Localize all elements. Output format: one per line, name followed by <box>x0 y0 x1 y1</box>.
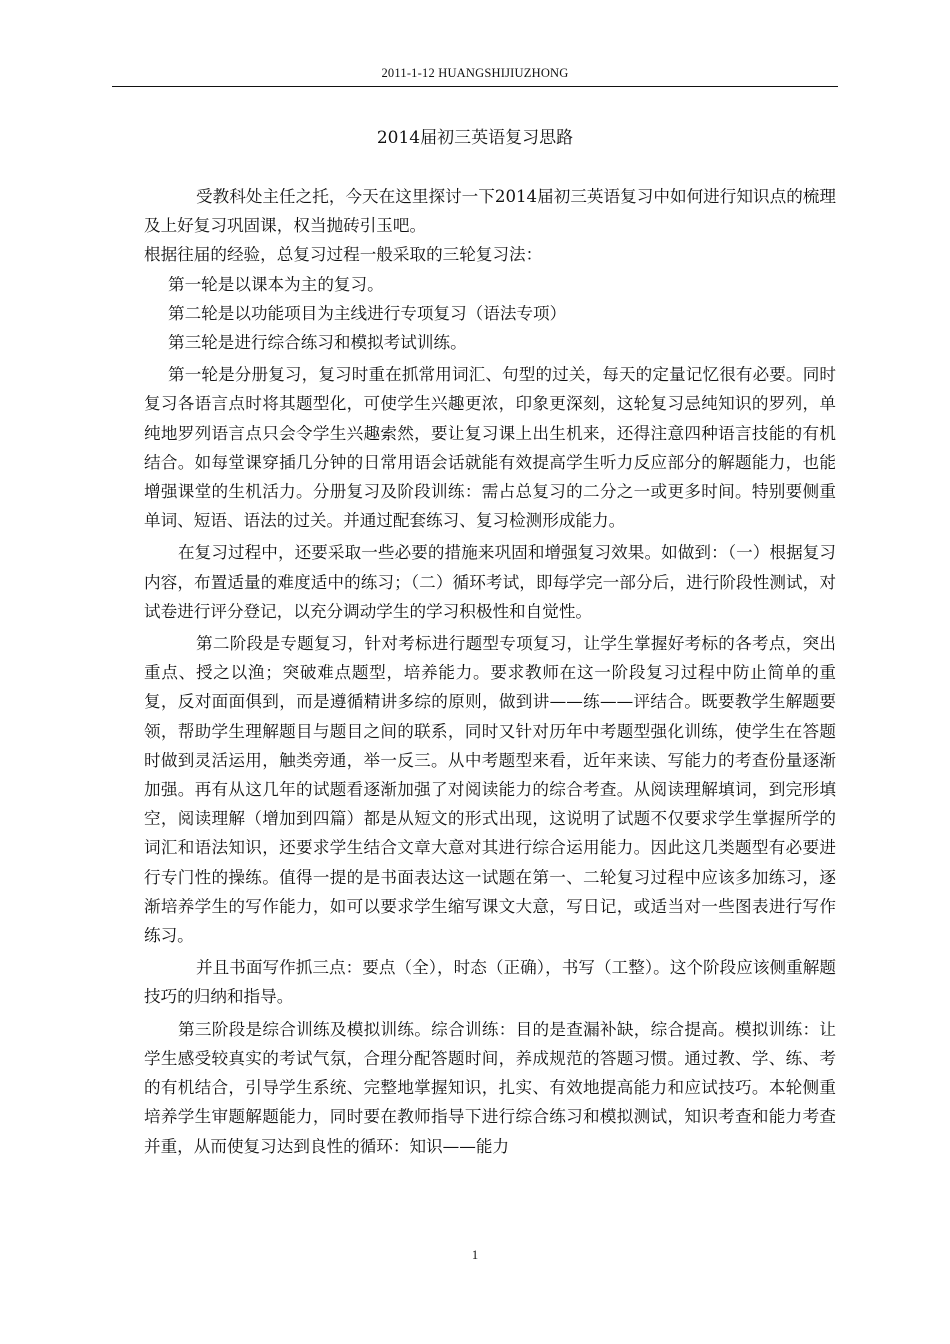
paragraph-intro: 受教科处主任之托，今天在这里探讨一下2014届初三英语复习中如何进行知识点的梳理及上好复习巩固课，权当抛砖引玉吧。 <box>144 187 836 236</box>
page-number: 1 <box>471 1248 479 1262</box>
paragraph-first-round-detail: 第一轮是分册复习，复习时重在抓常用词汇、句型的过关，每天的定量记忆很有必要。同时复习各语言点时将其题型化，可使学生兴趣更浓，印象更深刻，这轮复习忌纯知识的罗列，单纯地罗列语言点只会令学生兴趣索然，要让复习课上出生机来，还得注意四种语言技能的有机结合。如每堂课穿插几分钟的日常用语会话就能有效提高学生听力反应部分的解题能力，也能增强课堂的生机活力。分册复习及阶段训练：需占总复习的二分之一或更多时间。特别要侧重单词、短语、语法的过关。并通过配套练习、复习检测形成能力。 <box>144 365 836 531</box>
paragraph-stage-three: 第三阶段是综合训练及模拟训练。综合训练：目的是查漏补缺，综合提高。模拟训练：让学生感受较真实的考试气氛，合理分配答题时间，养成规范的答题习惯。通过教、学、练、考的有机结合，引导学生系统、完整地掌握知识，扎实、有效地提高能力和应试技巧。本轮侧重培养学生审题解题能力，同时要在教师指导下进行综合练习和模拟测试，知识考查和能力考查并重，从而使复习达到良性的循环：知识——能力 <box>144 1019 836 1156</box>
document-body <box>144 182 836 1161</box>
paragraph-round-3: 第三轮是进行综合练习和模拟考试训练。 <box>168 333 467 353</box>
paragraph-round-2: 第二轮是以功能项目为主线进行专项复习（语法专项） <box>168 303 567 323</box>
paragraph-stage-two: 第二阶段是专题复习，针对考标进行题型专项复习，让学生掌握好考标的各考点，突出重点、授之以渔；突破难点题型，培养能力。要求教师在这一阶段复习过程中防止简单的重复，反对面面俱到，而是遵循精讲多综的原则，做到讲——练——评结合。既要教学生解题要领，帮助学生理解题目与题目之间的联系，同时又针对历年中考题型强化训练，使学生在答题时做到灵活运用，触类旁通，举一反三。从中考题型来看，近年来读、写能力的考查份量逐渐加强。再有从这几年的试题看逐渐加强了对阅读能力的综合考查。从阅读理解填词，到完形填空，阅读理解（增加到四篇）都是从短文的形式出现，这说明了试题不仅要求学生掌握所学的词汇和语法知识，还要求学生结合文章大意对其进行综合运用能力。因此这几类题型有必要进行专门性的操练。值得一提的是书面表达这一试题在第一、二轮复习过程中应该多加练习，逐渐培养学生的写作能力，如可以要求学生缩写课文大意，写日记，或适当对一些图表进行写作练习。 <box>144 634 836 946</box>
page-header: 2011-1-12 HUANGSHIJIUZHONG <box>381 66 569 80</box>
header-rule <box>112 86 838 87</box>
paragraph-measures: 在复习过程中，还要采取一些必要的措施来巩固和增强复习效果。如做到：（一）根据复习内容，布置适量的难度适中的练习；（二）循环考试，即每学完一部分后，进行阶段性测试，对试卷进行评分登记，以充分调动学生的学习积极性和自觉性。 <box>144 543 836 621</box>
document-title: 2014届初三英语复习思路 <box>376 128 574 148</box>
paragraph-method: 根据往届的经验，总复习过程一般采取的三轮复习法： <box>144 245 543 265</box>
paragraph-writing: 并且书面写作抓三点：要点（全），时态（正确），书写（工整）。这个阶段应该侧重解题技巧的归纳和指导。 <box>144 958 836 1007</box>
paragraph-round-1: 第一轮是以课本为主的复习。 <box>168 274 384 294</box>
